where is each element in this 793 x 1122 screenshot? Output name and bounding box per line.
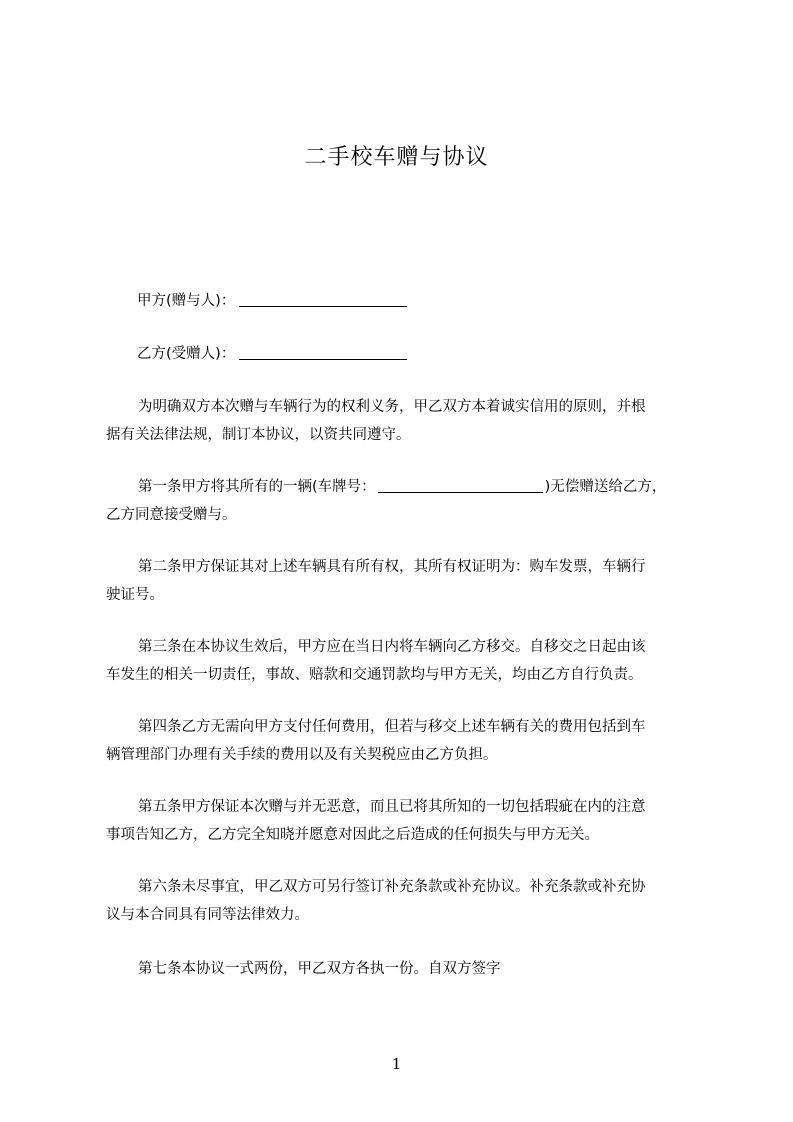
plate-number-blank	[378, 474, 543, 493]
article-5-paragraph	[106, 793, 700, 849]
article-3-paragraph	[106, 633, 700, 689]
article-3-line-2: 车发生的相关一切责任，事故、赔款和交通罚款均与甲方无关，均由乙方自行负责。	[106, 667, 643, 683]
party-b-label: 乙方(受赠人)：	[137, 346, 236, 362]
article-2-line-1: 第二条甲方保证其对上述车辆具有所有权，其所有权证明为：购车发票，车辆行	[138, 559, 646, 575]
article-2-line-2: 驶证号。	[106, 587, 164, 603]
article-4-paragraph	[106, 713, 700, 769]
article-1-text-after: )无偿赠送给乙方，	[544, 479, 667, 495]
article-6-line-1: 第六条未尽事宜，甲乙双方可另行签订补充条款或补充协议。补充条款或补充协	[138, 879, 646, 895]
article-6-line-2: 议与本合同具有同等法律效力。	[106, 907, 309, 923]
preamble-line-1: 为明确双方本次赠与车辆行为的权利义务，甲乙双方本着诚实信用的原则，并根	[138, 399, 646, 415]
article-2-paragraph	[106, 553, 700, 609]
article-5-line-2: 事项告知乙方，乙方完全知晓并愿意对因此之后造成的任何损失与甲方无关。	[106, 827, 599, 843]
article-3-line-1: 第三条在本协议生效后，甲方应在当日内将车辆向乙方移交。自移交之日起由该	[138, 639, 646, 655]
preamble-line-2: 据有关法律法规，制订本协议，以资共同遵守。	[106, 427, 411, 443]
article-7-paragraph	[106, 955, 700, 983]
party-a-blank	[239, 288, 407, 307]
article-4-line-1: 第四条乙方无需向甲方支付任何费用，但若与移交上述车辆有关的费用包括到车	[138, 719, 646, 735]
article-4-line-2: 辆管理部门办理有关手续的费用以及有关契税应由乙方负担。	[106, 747, 498, 763]
article-7-line-1: 第七条本协议一式两份，甲乙双方各执一份。自双方签字	[138, 961, 501, 977]
article-1-paragraph	[106, 473, 700, 529]
preamble-paragraph	[106, 393, 700, 449]
page-number: 1	[391, 1055, 402, 1073]
party-b-blank	[239, 341, 407, 360]
document-title: 二手校车赠与协议	[304, 145, 489, 170]
article-6-paragraph	[106, 873, 700, 929]
party-a-label: 甲方(赠与人)：	[137, 293, 236, 309]
article-5-line-1: 第五条甲方保证本次赠与并无恶意，而且已将其所知的一切包括瑕疵在内的注意	[138, 799, 646, 815]
article-1-line-2: 乙方同意接受赠与。	[106, 507, 237, 523]
article-1-text-before: 第一条甲方将其所有的一辆(车牌号：	[138, 479, 376, 495]
party-a-row	[137, 287, 407, 315]
party-b-row	[137, 340, 407, 368]
article-1-line-1	[106, 473, 700, 501]
